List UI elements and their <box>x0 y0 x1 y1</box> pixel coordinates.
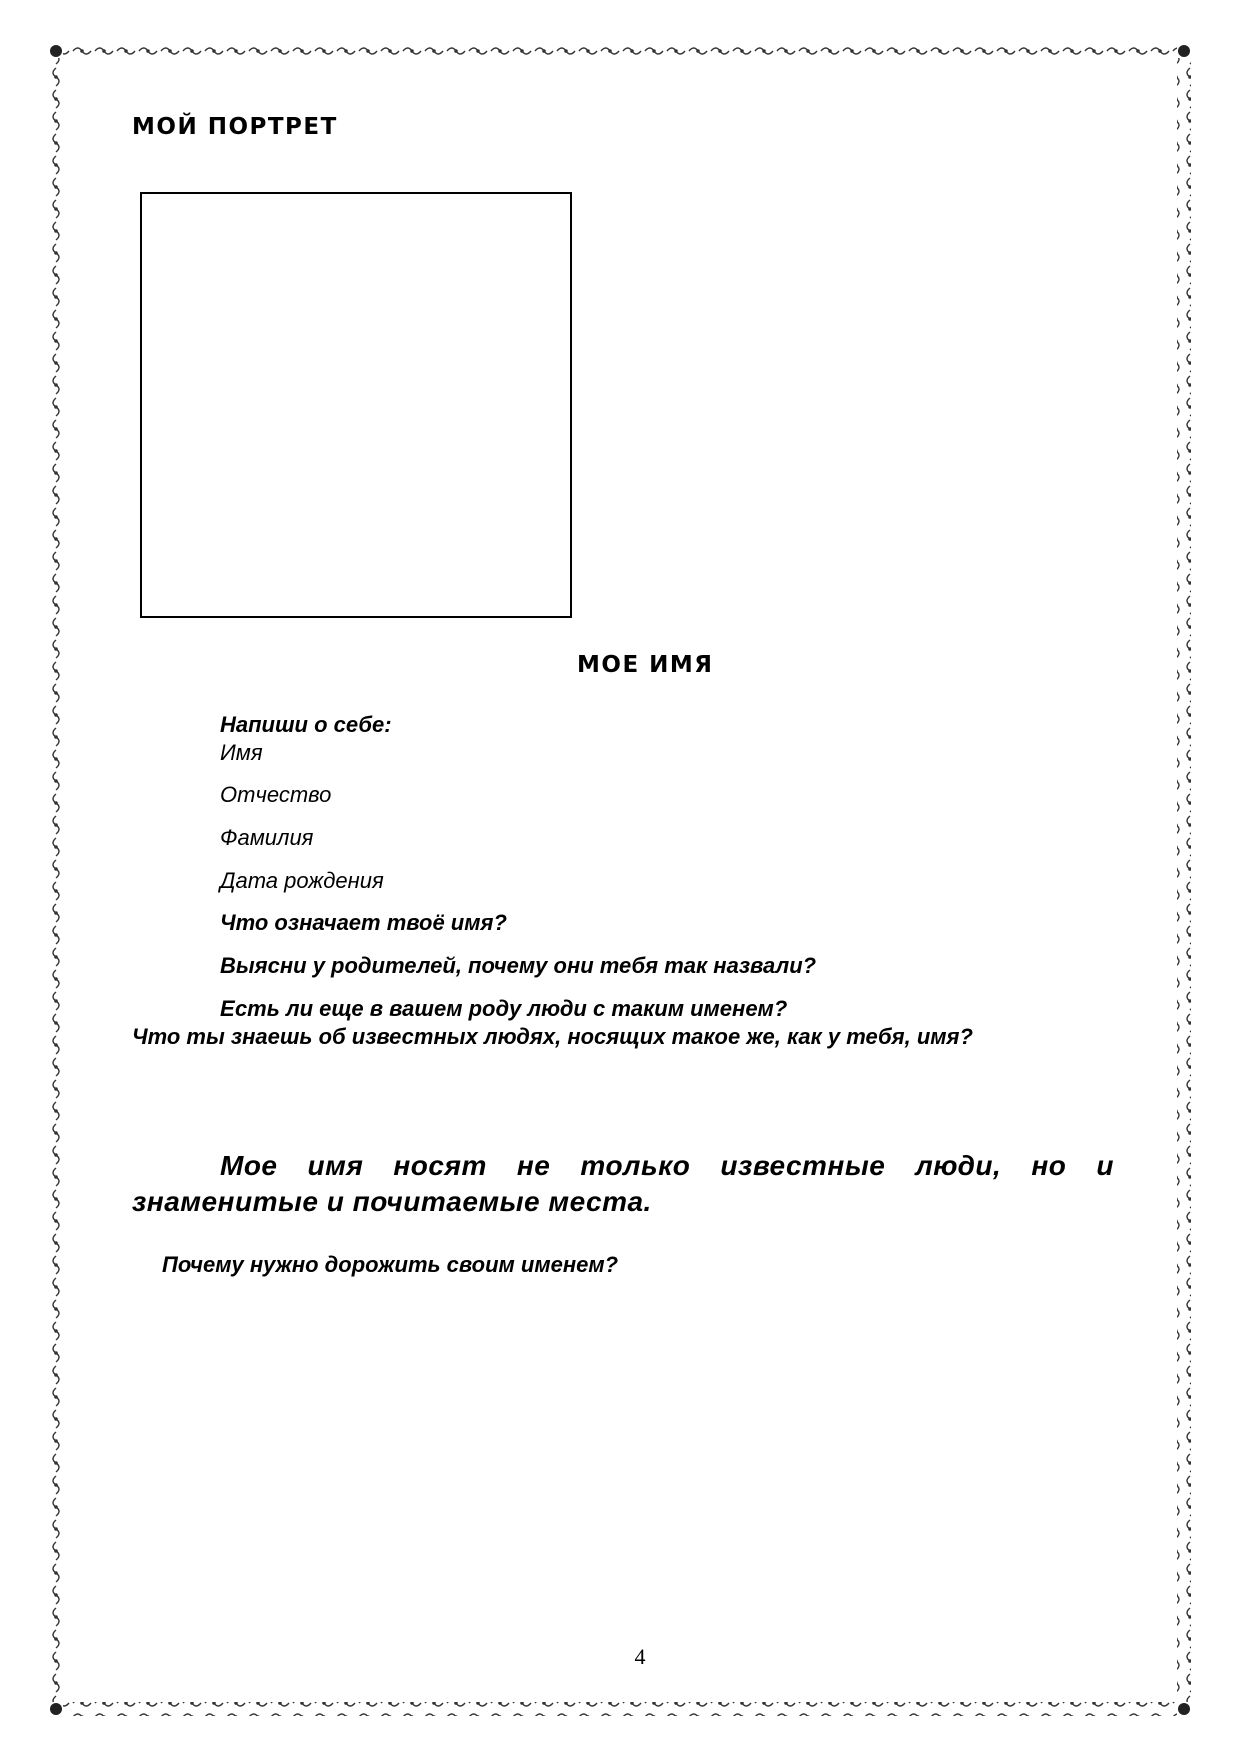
question-why-named: Выясни у родителей, почему они тебя так назвали? <box>220 953 817 978</box>
prompt-text: Напиши о себе: <box>220 712 392 737</box>
question-famous-namesakes: Что ты знаешь об известных людях, носящих такое же, как у тебя, имя? <box>132 1024 973 1049</box>
field-first-name: Имя <box>220 740 263 765</box>
page-number: 4 <box>634 1644 646 1669</box>
portrait-heading: МОЙ ПОРТРЕТ <box>132 114 338 140</box>
field-birth-date: Дата рождения <box>220 868 384 893</box>
portrait-frame[interactable] <box>140 192 572 618</box>
field-patronymic: Отчество <box>220 782 332 807</box>
field-surname: Фамилия <box>220 825 314 850</box>
name-heading: МОЕ ИМЯ <box>577 652 714 678</box>
question-family-namesakes: Есть ли еще в вашем роду люди с таким именем? <box>220 996 788 1021</box>
statement-paragraph: Мое имя носят не только известные люди, но и знаменитые и почитаемые места. <box>132 1150 1114 1217</box>
final-question: Почему нужно дорожить своим именем? <box>162 1252 619 1277</box>
question-name-meaning: Что означает твоё имя? <box>220 910 507 935</box>
